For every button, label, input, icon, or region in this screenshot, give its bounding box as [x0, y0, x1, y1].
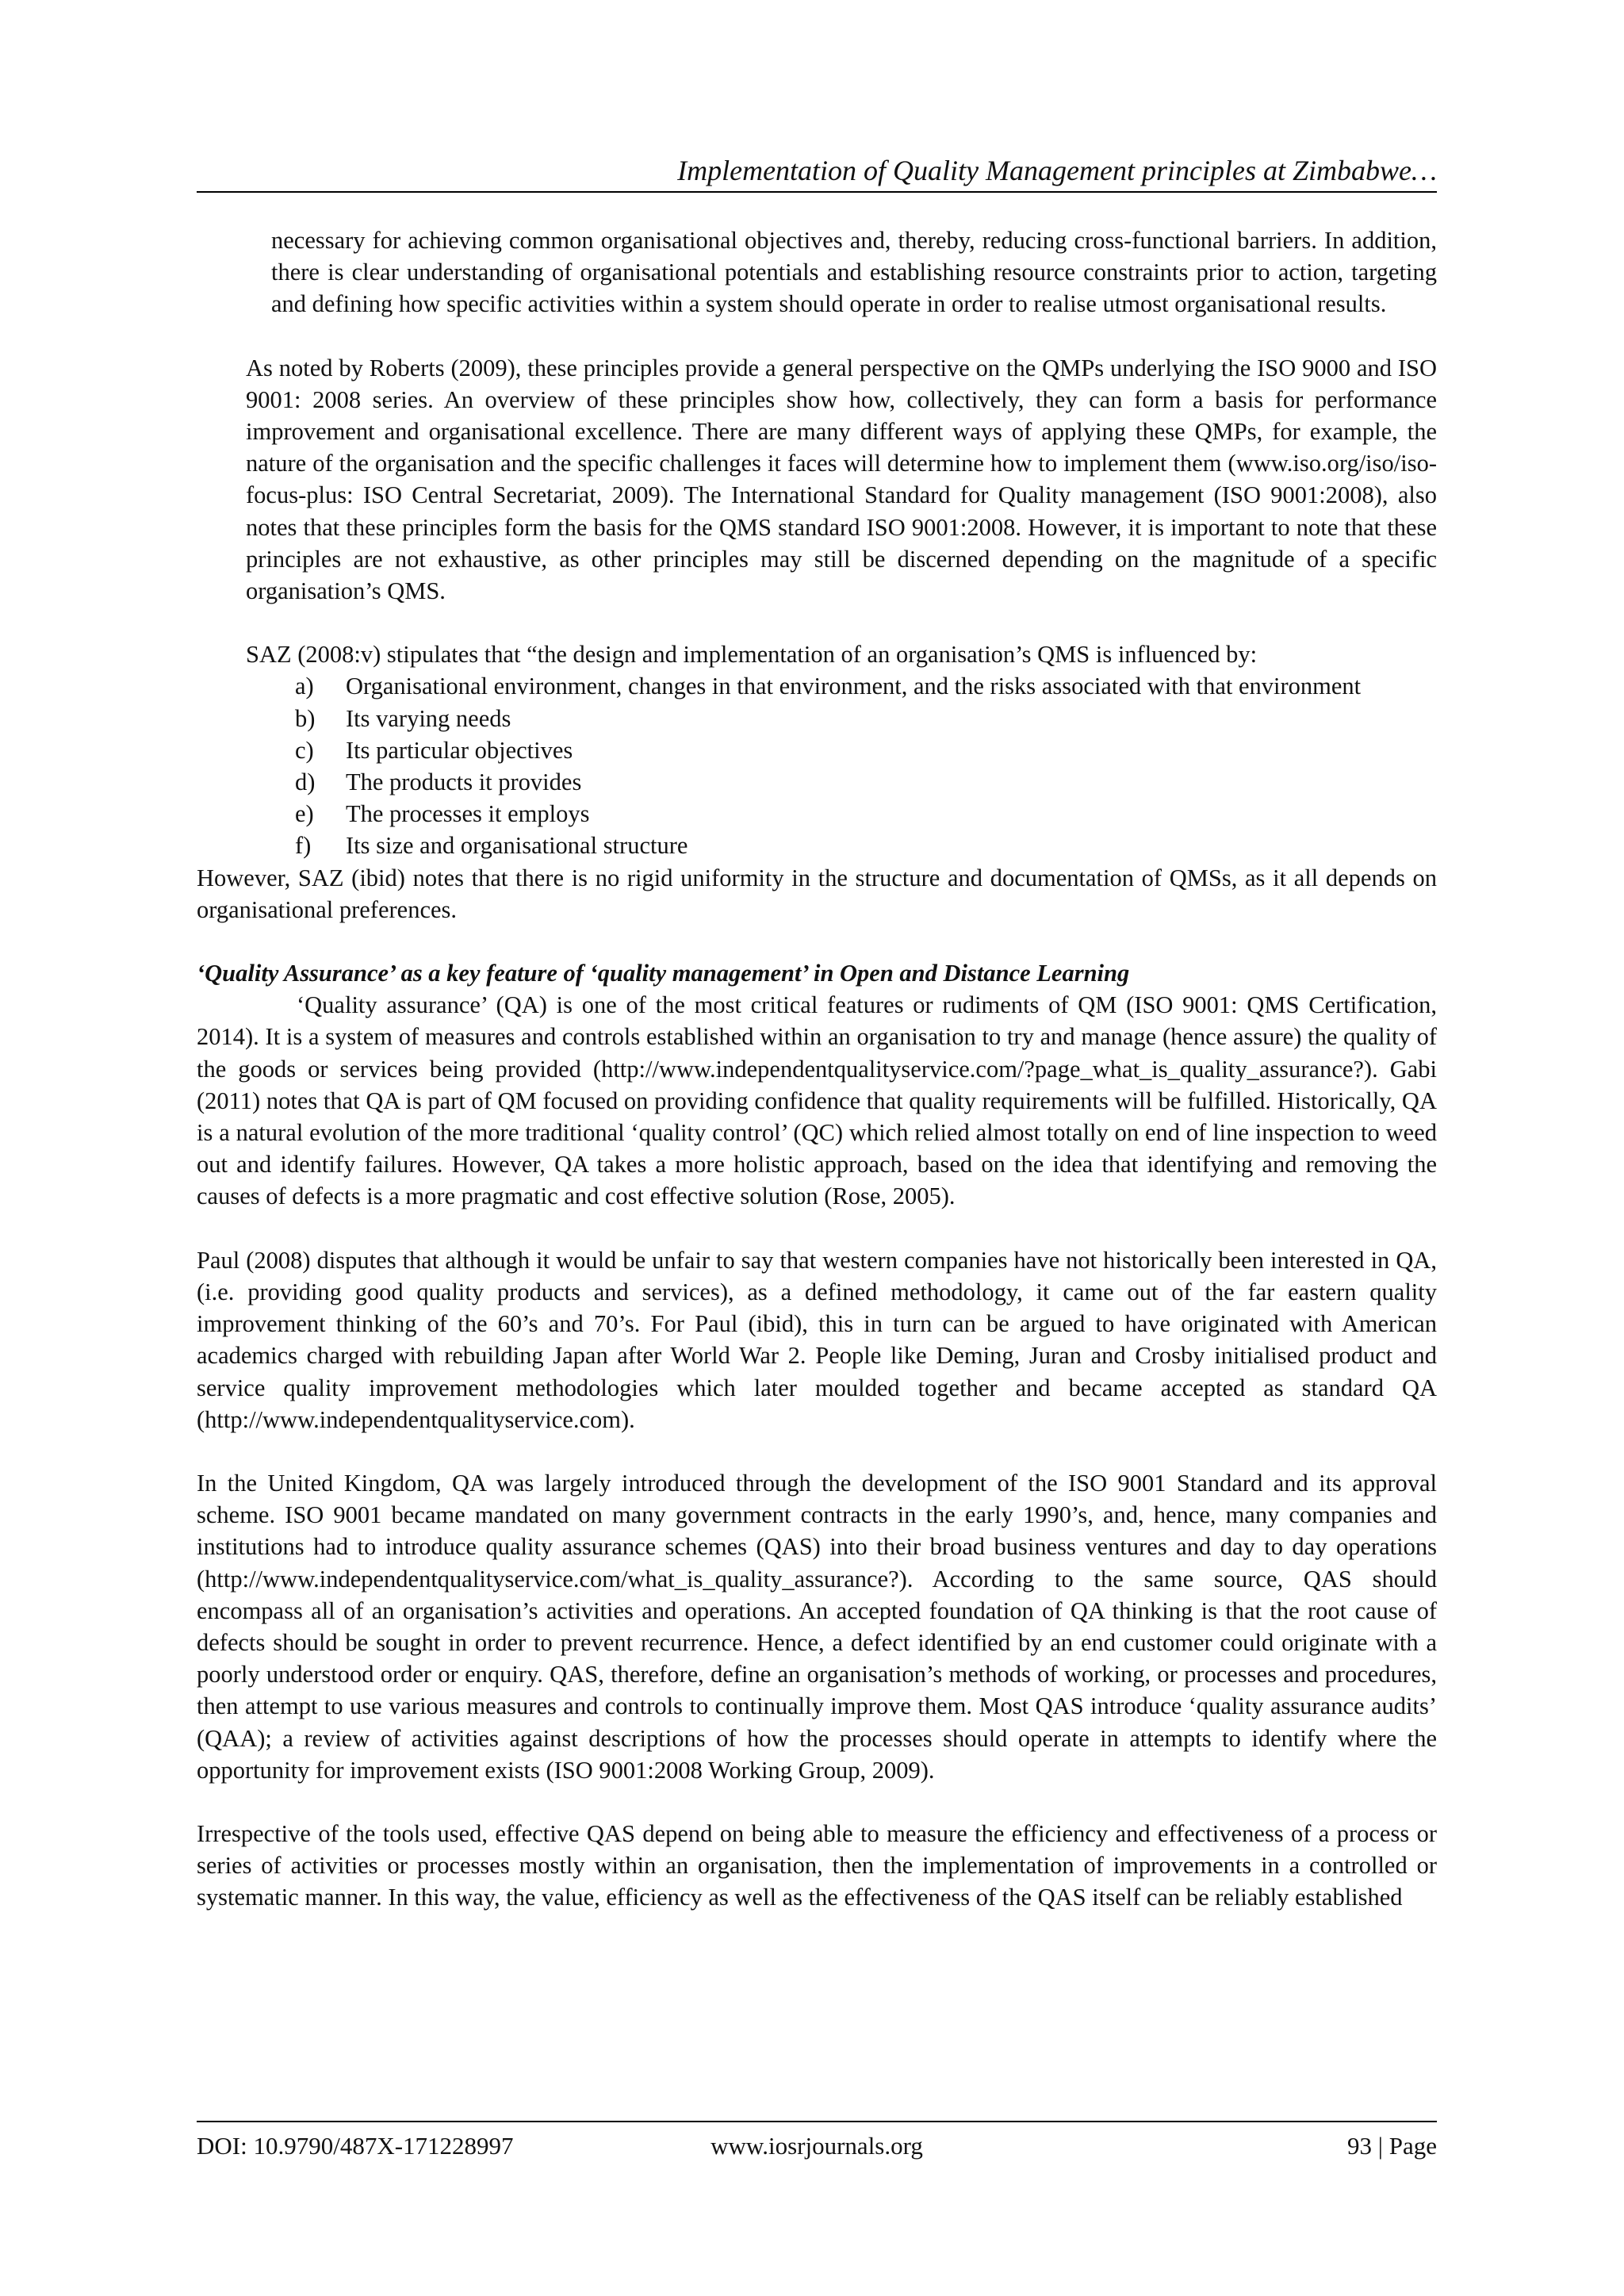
paragraph-continuation: necessary for achieving common organisational objectives and, thereby, reducing cross-functional barriers. In addition, there is clear understanding of organisational potentials and establishing resource constraints prior to action, targeting and defining how specific activities within a system should operate in order to realise utmost organisational results.: [271, 227, 1437, 318]
influence-list: [197, 670, 1437, 861]
section-heading: ‘Quality Assurance’ as a key feature of ‘quality management’ in Open and Distance Learning: [197, 960, 1130, 987]
paragraph-uk: In the United Kingdom, QA was largely introduced through the development of the ISO 9001 Standard and its approval scheme. ISO 9001 became mandated on many government contracts in the early 1990’s, and, hence, many companies and institutions had to introduce quality assurance schemes (QAS) into their broad business ventures and day to day operations (http://www.independentqualityservice.com/what_is_quality_assurance?). According to the same source, QAS should encompass all of an organisation’s activities and operations. An accepted foundation of QA thinking is that the root cause of defects should be sought in order to prevent recurrence. Hence, a defect identified by an end customer could originate with a poorly understood order or enquiry. QAS, therefore, define an organisation’s methods of working, or processes and procedures, then attempt to use various measures and controls to continually improve them. Most QAS introduce ‘quality assurance audits’ (QAA); a review of activities against descriptions of how the processes should operate in attempts to identify where the opportunity for improvement exists (ISO 9001:2008 Working Group, 2009).: [197, 1469, 1437, 1784]
page: [197, 0, 1437, 2296]
paragraph-saz-intro: SAZ (2008:v) stipulates that “the design and implementation of an organisation’s QMS is influenced by:: [246, 641, 1258, 669]
footer-rule: [197, 2121, 1437, 2122]
list-item: [295, 830, 1437, 861]
journal-site: www.iosrjournals.org: [710, 2132, 923, 2160]
header-rule: [197, 191, 1437, 193]
paragraph-saz-ibid: However, SAZ (ibid) notes that there is no rigid uniformity in the structure and documentation of QMSs, as it all depends on organisational preferences.: [197, 864, 1437, 923]
page-footer: [197, 2129, 1437, 2164]
list-item-text: Organisational environment, changes in that environment, and the risks associated with that environment: [346, 673, 1362, 700]
article-body: [197, 224, 1437, 1914]
list-item-text: Its varying needs: [346, 704, 511, 732]
page-number: 93 | Page: [1347, 2132, 1437, 2160]
list-marker: f): [295, 832, 312, 860]
list-item-text: The products it provides: [346, 769, 582, 796]
paragraph-tools: Irrespective of the tools used, effective QAS depend on being able to measure the efficiency and effectiveness of a process or series of activities or processes mostly within an organisation, then the implementation of improvements in a controlled or systematic manner. In this way, the value, efficiency as well as the effectiveness of the QAS itself can be reliably established: [197, 1819, 1437, 1911]
list-item: [295, 798, 1437, 830]
list-marker: d): [295, 769, 316, 796]
list-item-text: The processes it employs: [346, 800, 590, 828]
paragraph-roberts: As noted by Roberts (2009), these principles provide a general perspective on the QMPs underlying the ISO 9000 and ISO 9001: 2008 series. An overview of these principles show how, collectively, they can form a basis for performance improvement and organisational excellence. There are many different ways of applying these QMPs, for example, the nature of the organisation and the specific challenges it faces will determine how to implement them (www.iso.org/iso/iso-focus-plus: ISO Central Secretariat, 2009). The International Standard for Quality management (ISO 9001:2008), also notes that these principles form the basis for the QMS standard ISO 9001:2008. However, it is important to note that these principles are not exhaustive, as other principles may still be discerned depending on the magnitude of a specific organisation’s QMS.: [246, 354, 1437, 605]
list-item-text: Its particular objectives: [346, 736, 573, 764]
doi-text: DOI: 10.9790/487X-171228997: [197, 2132, 514, 2160]
paragraph-qa-definition: ‘Quality assurance’ (QA) is one of the most critical features or rudiments of QM (ISO 9001: QMS Certification, 2014). It is a system of measures and controls established within an organisation to try and manage (hence assure) the quality of the goods or services being provided (http://www.independentqualityservice.com/?page_what_is_quality_assurance?). Gabi (2011) notes that QA is part of QM focused on providing confidence that quality requirements will be fulfilled. Historically, QA is a natural evolution of the more traditional ‘quality control’ (QC) which relied almost totally on end of line inspection to weed out and identify failures. However, QA takes a more holistic approach, based on the idea that identifying and removing the causes of defects is a more pragmatic and cost effective solution (Rose, 2005).: [197, 991, 1437, 1210]
list-item: [295, 766, 1437, 798]
list-item-text: Its size and organisational structure: [346, 832, 688, 860]
list-marker: c): [295, 736, 314, 764]
list-marker: e): [295, 800, 314, 828]
list-item: [295, 703, 1437, 734]
paragraph-paul: Paul (2008) disputes that although it would be unfair to say that western companies have not historically been interested in QA, (i.e. providing good quality products and services), as a defined methodology, it came out of the far eastern quality improvement thinking of the 60’s and 70’s. For Paul (ibid), this in turn can be argued to have originated with American academics charged with rebuilding Japan after World War 2. People like Deming, Juran and Crosby initialised product and service quality improvement methodologies which later moulded together and became accepted as standard QA (http://www.independentqualityservice.com).: [197, 1246, 1437, 1433]
list-item: [295, 670, 1437, 702]
list-item: [295, 734, 1437, 766]
list-marker: b): [295, 704, 316, 732]
running-title: Implementation of Quality Management principles at Zimbabwe…: [677, 155, 1437, 186]
list-marker: a): [295, 673, 314, 700]
